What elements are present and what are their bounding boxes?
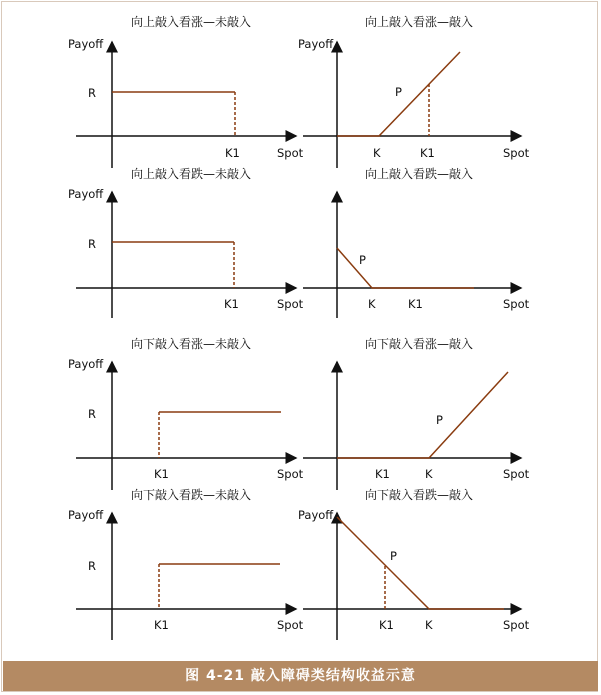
x-axis-label: Spot xyxy=(277,467,304,481)
label-k1: K1 xyxy=(375,467,390,481)
label-r: R xyxy=(88,86,96,100)
figure-caption: 图 4-21 敲入障碍类结构收益示意 xyxy=(3,661,598,691)
panel-up-in-put-knocked xyxy=(303,166,530,318)
label-p: P xyxy=(395,85,402,99)
panel-title: 向上敲入看涨—未敲入 xyxy=(130,15,252,29)
label-k1: K1 xyxy=(224,297,239,311)
label-p: P xyxy=(359,253,366,267)
panel-title: 向下敲入看涨—未敲入 xyxy=(130,337,252,351)
y-axis-label: Payoff xyxy=(68,187,104,201)
x-axis-label: Spot xyxy=(503,297,530,311)
payoff-line xyxy=(337,248,474,288)
label-k: K xyxy=(368,297,376,311)
x-axis-label: Spot xyxy=(503,146,530,160)
label-p: P xyxy=(390,549,397,563)
panel-title: 向上敲入看跌—敲入 xyxy=(364,167,474,181)
panel-up-in-put-not-knocked xyxy=(68,166,304,318)
panel-title: 向下敲入看涨—敲入 xyxy=(364,337,474,351)
panel-title: 向上敲入看涨—敲入 xyxy=(364,15,474,29)
label-k1: K1 xyxy=(225,146,240,160)
label-r: R xyxy=(88,407,96,421)
panel-title: 向下敲入看跌—敲入 xyxy=(364,488,474,502)
payoff-line xyxy=(337,372,508,458)
label-k1: K1 xyxy=(154,467,169,481)
x-axis-label: Spot xyxy=(503,467,530,481)
y-axis-label: Payoff xyxy=(68,37,104,51)
label-k: K xyxy=(425,467,433,481)
panel-title: 向下敲入看跌—未敲入 xyxy=(130,488,252,502)
label-p: P xyxy=(436,413,443,427)
x-axis-label: Spot xyxy=(277,618,304,632)
panel-up-in-call-not-knocked xyxy=(68,14,304,168)
label-k1: K1 xyxy=(379,618,394,632)
x-axis-label: Spot xyxy=(503,618,530,632)
y-axis-label: Payoff xyxy=(298,37,334,51)
label-k: K xyxy=(373,146,381,160)
label-k1: K1 xyxy=(420,146,435,160)
y-axis-label: Payoff xyxy=(298,508,334,522)
x-axis-label: Spot xyxy=(277,297,304,311)
panel-down-in-call-knocked xyxy=(303,336,530,490)
panel-up-in-call-knocked xyxy=(298,14,530,168)
label-r: R xyxy=(88,237,96,251)
panel-title: 向上敲入看跌—未敲入 xyxy=(130,167,252,181)
panel-down-in-call-not-knocked xyxy=(68,336,304,490)
panel-down-in-put-not-knocked xyxy=(68,487,304,640)
x-axis-label: Spot xyxy=(277,146,304,160)
y-axis-label: Payoff xyxy=(68,508,104,522)
payoff-line xyxy=(337,517,504,609)
label-k1: K1 xyxy=(154,618,169,632)
label-k1: K1 xyxy=(408,297,423,311)
label-r: R xyxy=(88,559,96,573)
y-axis-label: Payoff xyxy=(68,357,104,371)
label-k: K xyxy=(425,618,433,632)
panel-down-in-put-knocked xyxy=(298,487,530,640)
